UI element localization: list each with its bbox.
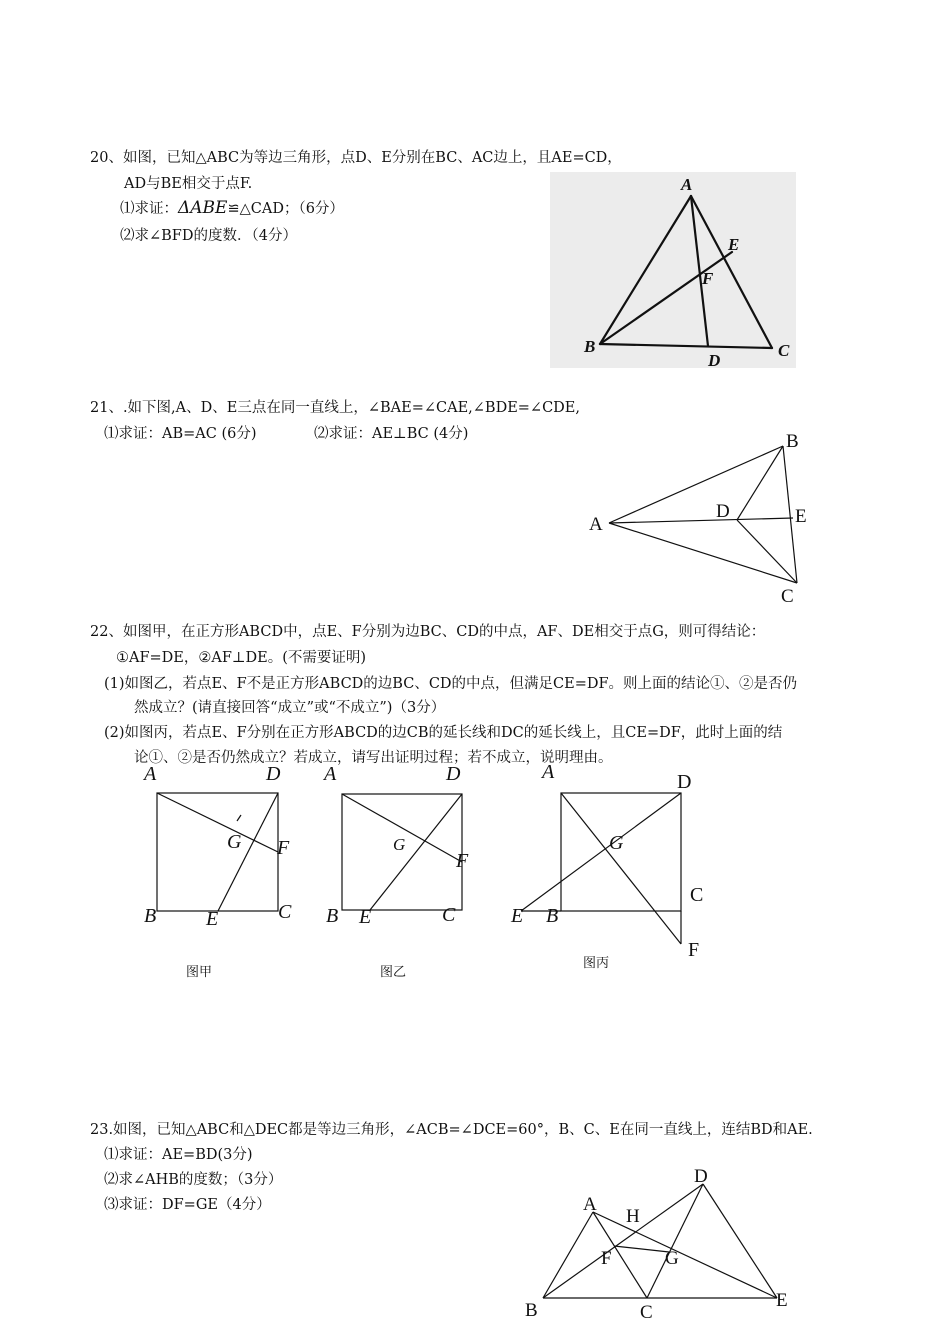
q20-label-b: B [584, 337, 596, 356]
q22-line3: (1)如图乙，若点E、F不是正方形ABCD的边BC、CD的中点，但满足CE=DF。则上面的结论①、②是否仍 [104, 676, 798, 692]
q23-segment-bd [543, 1184, 703, 1298]
q20-line2: AD与BE相交于点F. [124, 176, 253, 192]
q22-caption-jia: 图甲 [186, 965, 213, 980]
q22-yi-segment-de [370, 794, 462, 910]
q22-line2: ①AF=DE，②AF⊥DE。(不需要证明) [116, 650, 367, 666]
q21-label-c: C [781, 586, 794, 607]
q21-line1: 21、.如下图,A、D、E三点在同一直线上，∠BAE=∠CAE,∠BDE=∠CDE, [90, 400, 580, 416]
q23-part2: ⑵求∠AHB的度数；（3分） [104, 1172, 283, 1188]
q20-part1-post: ≌△CAD；（6分） [227, 201, 344, 217]
q23-label-g: G [665, 1248, 679, 1269]
q21-figure [585, 428, 825, 608]
q22-yi-label-d: D [446, 763, 461, 785]
q20-label-e: E [728, 235, 740, 254]
q22-yi-label-c: C [442, 904, 456, 926]
q22-bing-label-b: B [546, 905, 559, 927]
q21-label-b: B [786, 431, 799, 452]
q22-jia-label-a: A [144, 763, 157, 785]
q20-line1: 20、如图，已知△ABC为等边三角形，点D、E分别在BC、AC边上，且AE=CD， [90, 150, 622, 166]
q23-segment-ba [543, 1212, 593, 1298]
q22-caption-yi: 图乙 [380, 965, 407, 980]
q20-part1 [120, 198, 344, 219]
q23-figure [515, 1162, 805, 1340]
q22-jia-label-b: B [144, 905, 157, 927]
q23-part1: ⑴求证：AE=BD(3分) [104, 1147, 253, 1163]
q21-label-d: D [716, 501, 730, 522]
q21-segment-ae [609, 518, 793, 523]
q22-jia-right-angle-mark [237, 815, 241, 821]
q20-part1-pre: ⑴求证： [120, 201, 178, 217]
q20-label-d: D [708, 351, 721, 368]
q22-yi-label-a: A [324, 763, 337, 785]
q21-part2: ⑵求证：AE⊥BC (4分) [314, 426, 469, 442]
q20-label-f: F [702, 269, 714, 288]
q22-yi-label-e: E [359, 906, 372, 928]
q22-yi-label-f: F [456, 850, 469, 872]
q22-figure-yi [318, 760, 488, 940]
q22-bing-label-e: E [511, 905, 524, 927]
q22-figure-bing [505, 760, 735, 965]
q21-label-a: A [589, 514, 603, 535]
q22-jia-label-d: D [266, 763, 281, 785]
q22-bing-label-d: D [677, 771, 692, 793]
q20-part1-math: ΔABE [178, 198, 228, 218]
q23-label-b: B [525, 1300, 538, 1321]
q21-part1: ⑴求证：AB=AC (6分) [104, 426, 257, 442]
q23-part3: ⑶求证：DF=GE（4分） [104, 1197, 271, 1213]
q20-part2: ⑵求∠BFD的度数．（4分） [120, 228, 297, 244]
q22-jia-label-c: C [278, 901, 292, 923]
q22-line4: 然成立？(请直接回答“成立”或“不成立”)（3分） [134, 700, 446, 716]
q22-line1: 22、如图甲，在正方形ABCD中，点E、F分别为边BC、CD的中点，AF、DE相交于点G，则可得结论： [90, 624, 766, 640]
q22-bing-label-c: C [690, 884, 704, 906]
q23-segment-fg [614, 1246, 669, 1252]
q22-bing-segment-de [521, 793, 681, 911]
q20-label-a: A [681, 175, 693, 194]
q20-figure [550, 172, 796, 368]
q22-yi-label-b: B [326, 905, 339, 927]
q23-label-c: C [640, 1302, 653, 1323]
q23-label-h: H [626, 1206, 640, 1227]
q21-segment-ab [609, 446, 783, 523]
q22-bing-label-g: G [609, 832, 624, 854]
q23-label-d: D [694, 1166, 708, 1187]
q22-jia-label-f: F [277, 837, 290, 859]
q21-segment-db [737, 446, 783, 520]
q22-jia-segment-af [157, 793, 278, 852]
q21-label-e: E [795, 506, 807, 527]
q22-jia-label-e: E [206, 908, 219, 930]
q22-figure-jia [140, 760, 310, 940]
q22-caption-bing: 图丙 [583, 956, 610, 971]
q22-jia-label-g: G [227, 831, 242, 853]
q22-bing-label-a: A [542, 761, 555, 783]
q22-line5: (2)如图丙，若点E、F分别在正方形ABCD的边CB的延长线和DC的延长线上，且CE=DF，此时上面的结 [104, 725, 783, 741]
q22-jia-square [157, 793, 278, 911]
q22-line6: 论①、②是否仍然成立？若成立，请写出证明过程；若不成立，说明理由。 [134, 750, 613, 766]
q22-yi-label-g: G [393, 835, 406, 854]
q23-label-f: F [601, 1248, 612, 1269]
q23-line1: 23.如图，已知△ABC和△DEC都是等边三角形，∠ACB=∠DCE=60°，B、C、E在同一直线上，连结BD和AE. [90, 1122, 813, 1138]
q23-label-e: E [776, 1290, 788, 1311]
q23-label-a: A [583, 1194, 597, 1215]
q20-label-c: C [778, 341, 790, 360]
q22-bing-label-f: F [688, 939, 700, 961]
